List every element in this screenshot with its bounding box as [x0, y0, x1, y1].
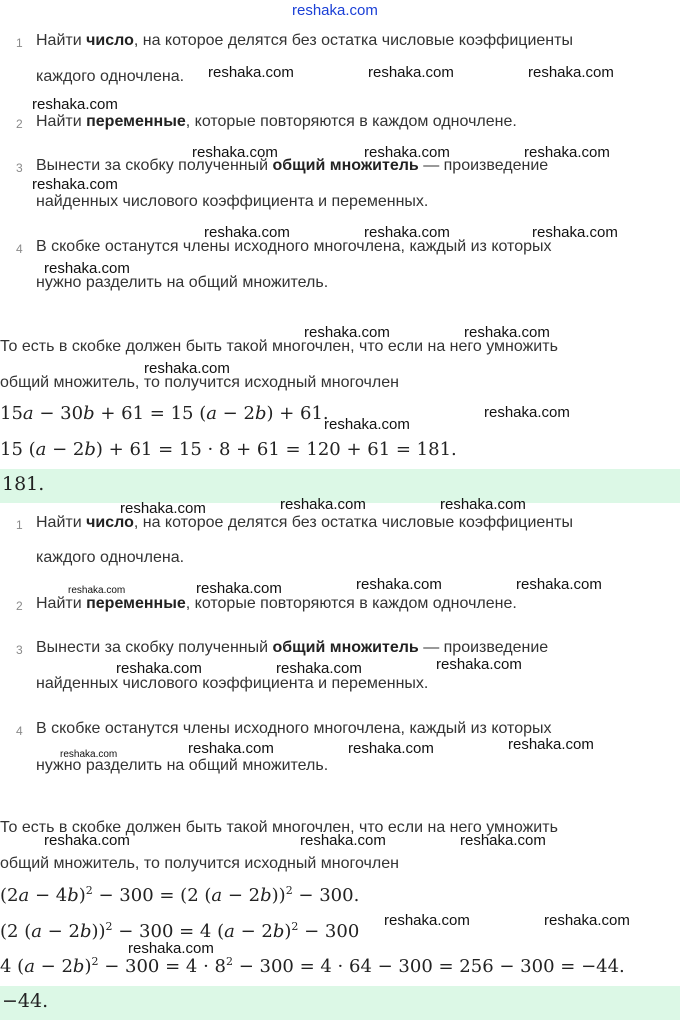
explanation-line-2: общий множитель, то получится исходный многочлен	[0, 374, 399, 391]
step-3-continuation: найденных числового коэффициента и переменных.	[36, 193, 429, 210]
answer-box-2	[0, 986, 680, 1020]
step-keyword: переменные	[86, 595, 186, 612]
step-keyword: общий множитель	[272, 639, 419, 656]
watermark: reshaka.com	[188, 740, 274, 757]
watermark: reshaka.com	[204, 224, 290, 241]
watermark: reshaka.com	[368, 64, 454, 81]
step-keyword: число	[86, 32, 134, 49]
step-4-text	[36, 238, 552, 256]
step-3-text	[36, 157, 548, 175]
step-text-part: Вынести за скобку полученный	[36, 157, 273, 174]
step-text-part: , которые повторяются в каждом одночлене.	[185, 595, 517, 612]
answer-value: 181.	[2, 473, 45, 495]
step-text-part: Найти	[36, 595, 87, 612]
watermark: reshaka.com	[532, 224, 618, 241]
watermark: reshaka.com	[192, 144, 278, 161]
step-4-continuation: нужно разделить на общий множитель.	[36, 757, 329, 774]
site-watermark: reshaka.com	[292, 2, 378, 19]
watermark: reshaka.com	[44, 832, 130, 849]
watermark: reshaka.com	[440, 496, 526, 513]
step-number: 1	[16, 36, 23, 50]
watermark: reshaka.com	[60, 749, 118, 760]
watermark: reshaka.com	[276, 660, 362, 677]
explanation-line-1: То есть в скобке должен быть такой многочлен, что если на него умножить	[0, 819, 558, 836]
equation-4: (2 (a − 2b))$^2$ − 300 = 4 $(a - 2b)^2 - 300$	[0, 920, 360, 942]
step-text-part: — произведение	[418, 157, 549, 174]
step-text-part: , которые повторяются в каждом одночлене.	[185, 113, 517, 130]
watermark: reshaka.com	[460, 832, 546, 849]
watermark: reshaka.com	[300, 832, 386, 849]
step-text-part: Найти	[36, 514, 87, 531]
step-text-part: Найти	[36, 32, 87, 49]
equation-1: 15a − 30b + 61 = 15 (a − 2b) + 61.	[0, 403, 329, 424]
step-4-text	[36, 720, 552, 738]
equation-2: 15 (a − 2b) + 61 = 15 · 8 + 61 = 120 + 61 = 181.	[0, 439, 457, 460]
step-keyword: переменные	[86, 113, 186, 130]
watermark: reshaka.com	[116, 660, 202, 677]
step-1-text	[36, 514, 573, 532]
step-number: 3	[16, 161, 23, 175]
step-number: 4	[16, 724, 23, 738]
step-number: 1	[16, 518, 23, 532]
explanation-line-1: То есть в скобке должен быть такой многочлен, что если на него умножить	[0, 338, 558, 355]
watermark: reshaka.com	[544, 912, 630, 929]
step-number: 2	[16, 599, 23, 613]
step-number: 2	[16, 117, 23, 131]
watermark: reshaka.com	[484, 404, 570, 421]
equation-5: 4 $(a - 2b)^2 - 300 = 4 \cdot 8^2 - 300 = 4 \cdot 64 - 300 = 256 - 300 = -44$.	[0, 955, 625, 977]
step-3-text	[36, 639, 548, 657]
step-4-continuation: нужно разделить на общий множитель.	[36, 274, 329, 291]
equation-3: $(2a - 4b)^2 - 300 = (2$ (a − 2b))$^2$ − 300.	[0, 884, 360, 906]
step-text-part: , на которое делятся без остатка числовые коэффициенты	[133, 514, 573, 531]
step-text-part: В скобке останутся члены исходного многочлена, каждый из которых	[36, 720, 552, 737]
watermark: reshaka.com	[280, 496, 366, 513]
watermark: reshaka.com	[208, 64, 294, 81]
step-1-text	[36, 32, 573, 50]
watermark: reshaka.com	[436, 656, 522, 673]
step-1-continuation: каждого одночлена.	[36, 549, 185, 566]
step-text-part: В скобке останутся члены исходного многочлена, каждый из которых	[36, 238, 552, 255]
watermark: reshaka.com	[464, 324, 550, 341]
step-3-continuation: найденных числового коэффициента и переменных.	[36, 675, 429, 692]
step-number: 4	[16, 242, 23, 256]
watermark: reshaka.com	[68, 585, 126, 596]
watermark: reshaka.com	[32, 176, 118, 193]
watermark: reshaka.com	[120, 500, 206, 517]
step-2-text	[36, 595, 517, 613]
watermark: reshaka.com	[524, 144, 610, 161]
watermark: reshaka.com	[516, 576, 602, 593]
watermark: reshaka.com	[128, 940, 214, 957]
step-2-text	[36, 113, 517, 131]
explanation-line-2: общий множитель, то получится исходный многочлен	[0, 855, 399, 872]
watermark: reshaka.com	[528, 64, 614, 81]
watermark: reshaka.com	[324, 416, 410, 433]
step-keyword: общий множитель	[272, 157, 419, 174]
watermark: reshaka.com	[508, 736, 594, 753]
watermark: reshaka.com	[356, 576, 442, 593]
watermark: reshaka.com	[364, 144, 450, 161]
watermark: reshaka.com	[44, 260, 130, 277]
watermark: reshaka.com	[196, 580, 282, 597]
step-text-part: Найти	[36, 113, 87, 130]
step-keyword: число	[86, 514, 134, 531]
step-1-continuation: каждого одночлена.	[36, 68, 185, 85]
step-text-part: Вынести за скобку полученный	[36, 639, 273, 656]
step-text-part: — произведение	[418, 639, 549, 656]
watermark: reshaka.com	[32, 96, 118, 113]
watermark: reshaka.com	[304, 324, 390, 341]
watermark: reshaka.com	[348, 740, 434, 757]
watermark: reshaka.com	[384, 912, 470, 929]
step-number: 3	[16, 643, 23, 657]
answer-value: −44.	[2, 990, 49, 1012]
watermark: reshaka.com	[364, 224, 450, 241]
watermark: reshaka.com	[144, 360, 230, 377]
step-text-part: , на которое делятся без остатка числовые коэффициенты	[133, 32, 573, 49]
